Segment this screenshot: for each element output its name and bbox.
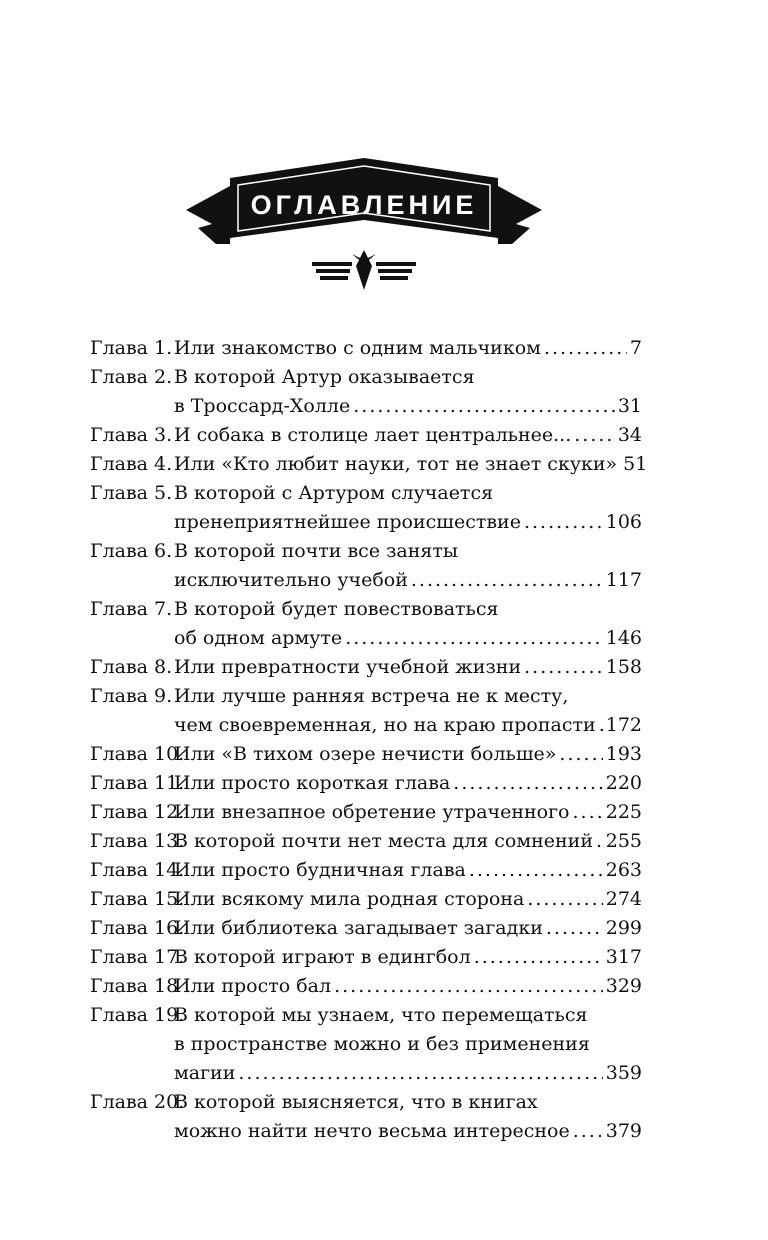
toc-entry [90, 421, 642, 450]
chapter-title-line: в Троссард-Холле [174, 395, 351, 417]
toc-entry [90, 537, 642, 595]
chapter-title-line: магии [174, 1062, 236, 1084]
chapter-title-line: В которой Артур оказывается [174, 366, 475, 388]
chapter-number: Глава 18 . [90, 975, 191, 997]
chapter-title-line: Или просто будничная глава [174, 859, 466, 881]
dot-leader [544, 334, 627, 363]
chapter-title-line: пренеприятнейшее происшествие [174, 511, 521, 533]
chapter-title-line: Или библиотека загадывает загадки [174, 917, 543, 939]
toc-entry [90, 827, 642, 856]
toc-entry [90, 943, 642, 972]
page-number: 299 [605, 917, 642, 939]
chapter-title-line: В которой почти все заняты [174, 540, 459, 562]
contents-banner [186, 158, 542, 298]
dot-leader [524, 508, 603, 537]
page-title: ОГЛАВЛЕНИЕ [250, 189, 478, 220]
page-number: 220 [605, 772, 642, 794]
chapter-title-line: В которой будет повествоваться [174, 598, 499, 620]
chapter-number: Глава 11. [90, 772, 185, 794]
table-of-contents [90, 334, 648, 1146]
toc-entry [90, 798, 642, 827]
page-number: 193 [605, 743, 642, 765]
dot-leader [238, 1059, 602, 1088]
ornament-icon [312, 250, 416, 290]
toc-entry [90, 450, 648, 479]
toc-entry [90, 885, 642, 914]
page-number: 106 [605, 511, 642, 533]
page-number: 7 [629, 337, 642, 359]
page-number: 51 [623, 453, 648, 475]
toc-entry [90, 1088, 642, 1146]
chapter-title-line: Или «В тихом озере нечисти больше» [174, 743, 557, 765]
toc-entry [90, 914, 642, 943]
toc-entry [90, 479, 642, 537]
chapter-number: Глава 10. [90, 743, 185, 765]
chapter-number: Глава 7. [90, 598, 173, 620]
chapter-number: Глава 19. [90, 1004, 185, 1026]
chapter-number: Глава 8. [90, 656, 173, 678]
dot-leader [596, 827, 603, 856]
page-number: 263 [605, 859, 642, 881]
page-number: 359 [605, 1062, 642, 1084]
chapter-title-line: Или просто бал [174, 975, 332, 997]
dot-leader [353, 392, 615, 421]
dot-leader [469, 856, 603, 885]
chapter-title-line: В которой мы узнаем, что перемещаться [174, 1004, 588, 1026]
toc-entry [90, 769, 642, 798]
chapter-title-line: Или лучше ранняя встреча не к месту, [174, 685, 569, 707]
chapter-title-line: Или просто короткая глава [174, 772, 451, 794]
toc-entry [90, 334, 642, 363]
page-number: 117 [605, 569, 642, 591]
toc-entry [90, 1001, 642, 1088]
chapter-title-line: Или всякому мила родная сторона [174, 888, 525, 910]
chapter-number: Глава 5. [90, 482, 173, 504]
chapter-number: Глава 16. [90, 917, 185, 939]
page-number: 158 [605, 656, 642, 678]
chapter-number: Глава 9. [90, 685, 173, 707]
chapter-number: Глава 13. [90, 830, 185, 852]
page-number: 34 [617, 424, 642, 446]
toc-entry [90, 856, 642, 885]
chapter-number: Глава 1. [90, 337, 173, 359]
chapter-title-line: В которой почти нет места для сомнений [174, 830, 594, 852]
chapter-title-line: И собака в столице лает центральнее... [174, 424, 572, 446]
dot-leader [524, 653, 603, 682]
chapter-title-line: Или превратности учебной жизни [174, 656, 522, 678]
dot-leader [474, 943, 603, 972]
page-number: 255 [605, 830, 642, 852]
toc-entry [90, 740, 642, 769]
page-number: 146 [605, 627, 642, 649]
chapter-title-line: чем своевременная, но на краю пропасти [174, 714, 596, 736]
chapter-title-line: Или «Кто любит науки, тот не знает скуки» [174, 453, 618, 475]
chapter-title-line: В которой с Артуром случается [174, 482, 494, 504]
toc-entry [90, 653, 642, 682]
chapter-title-line: об одном армуте [174, 627, 343, 649]
page-number: 317 [605, 946, 642, 968]
toc-entry [90, 595, 642, 653]
chapter-title-line: исключительно учебой [174, 569, 408, 591]
chapter-number: Глава 12. [90, 801, 185, 823]
dot-leader [572, 798, 602, 827]
chapter-number: Глава 4. [90, 453, 173, 475]
page-number: 31 [617, 395, 642, 417]
chapter-title-line: В которой выясняется, что в книгах [174, 1091, 538, 1113]
dot-leader [574, 421, 615, 450]
chapter-number: Глава 17. [90, 946, 185, 968]
toc-entry [90, 972, 642, 1001]
page-number: 329 [605, 975, 642, 997]
chapter-number: Глава 6. [90, 540, 173, 562]
dot-leader [573, 1117, 603, 1146]
toc-entry [90, 363, 642, 421]
chapter-number: Глава 2. [90, 366, 173, 388]
chapter-number: Глава 3. [90, 424, 173, 446]
dot-leader [559, 740, 602, 769]
dot-leader [411, 566, 603, 595]
dot-leader [599, 711, 603, 740]
page-number: 274 [605, 888, 642, 910]
chapter-title-line: В которой играют в едингбол [174, 946, 471, 968]
page-number: 379 [605, 1120, 642, 1142]
chapter-title-line: Или знакомство с одним мальчиком [174, 337, 541, 359]
dot-leader [334, 972, 603, 1001]
page-number: 225 [605, 801, 642, 823]
dot-leader [453, 769, 602, 798]
dot-leader [345, 624, 603, 653]
toc-entry [90, 682, 642, 740]
chapter-title-line: в пространстве можно и без применения [174, 1033, 590, 1055]
chapter-title-line: можно найти нечто весьма интересное [174, 1120, 570, 1142]
dot-leader [546, 914, 603, 943]
chapter-number: Глава 15. [90, 888, 185, 910]
chapter-number: Глава 20. [90, 1091, 185, 1113]
page-number: 172 [605, 714, 642, 736]
chapter-title-line: Или внезапное обретение утраченного [174, 801, 570, 823]
chapter-number: Глава 14. [90, 859, 185, 881]
dot-leader [527, 885, 602, 914]
